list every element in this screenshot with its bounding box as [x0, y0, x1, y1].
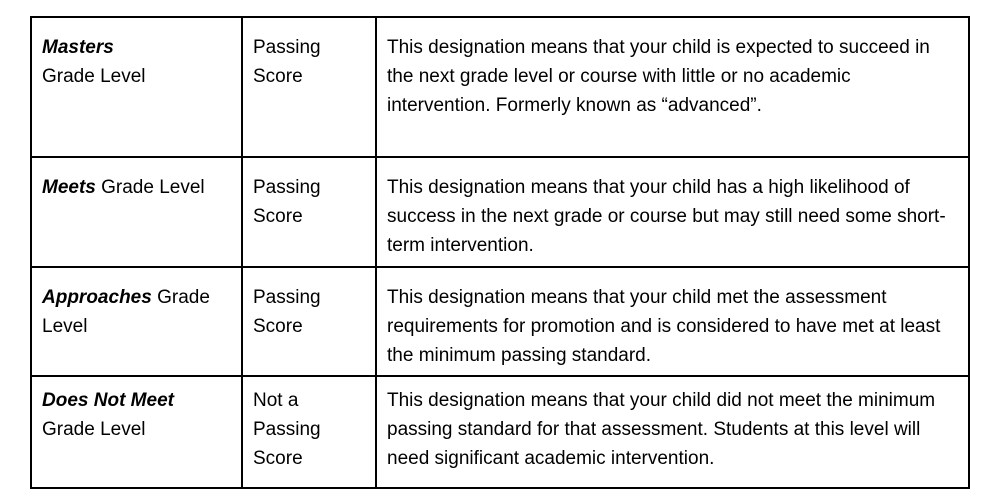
level-emphasis: Meets [42, 177, 96, 198]
level-rest: Grade Level [95, 177, 205, 198]
level-emphasis: Masters [42, 37, 114, 58]
score-cell [242, 17, 376, 157]
table-row [31, 267, 969, 376]
level-rest: Grade Level [42, 287, 210, 337]
score-line: Score [253, 316, 303, 337]
score-line: Not a [253, 390, 299, 411]
score-line: Passing [253, 419, 321, 440]
score-line: Score [253, 66, 303, 87]
score-line: Passing [253, 37, 321, 58]
score-line: Passing [253, 287, 321, 308]
description-cell: This designation means that your child is expected to succeed in the next grade level or course with little or no academic intervention. Formerly known as “advanced”. [376, 17, 969, 157]
level-emphasis: Approaches [42, 287, 152, 308]
score-line: Score [253, 206, 303, 227]
level-cell [31, 17, 242, 157]
table-row [31, 376, 969, 488]
score-cell [242, 376, 376, 488]
description-cell: This designation means that your child has a high likelihood of success in the next grade or course but may still need some short-term intervention. [376, 157, 969, 267]
level-rest: Grade Level [42, 419, 146, 440]
score-cell [242, 267, 376, 376]
level-cell [31, 376, 242, 488]
performance-levels-table [30, 16, 970, 489]
score-cell [242, 157, 376, 267]
level-rest: Grade Level [42, 66, 146, 87]
description-cell: This designation means that your child met the assessment requirements for promotion and is considered to have met at least the minimum passing standard. [376, 267, 969, 376]
score-line: Score [253, 448, 303, 469]
description-cell: This designation means that your child did not meet the minimum passing standard for that assessment. Students at this level will need significant academic intervention. [376, 376, 969, 488]
level-emphasis: Does Not Meet [42, 390, 174, 411]
table-row [31, 17, 969, 157]
level-cell [31, 157, 242, 267]
score-line: Passing [253, 177, 321, 198]
level-cell [31, 267, 242, 376]
table-row [31, 157, 969, 267]
